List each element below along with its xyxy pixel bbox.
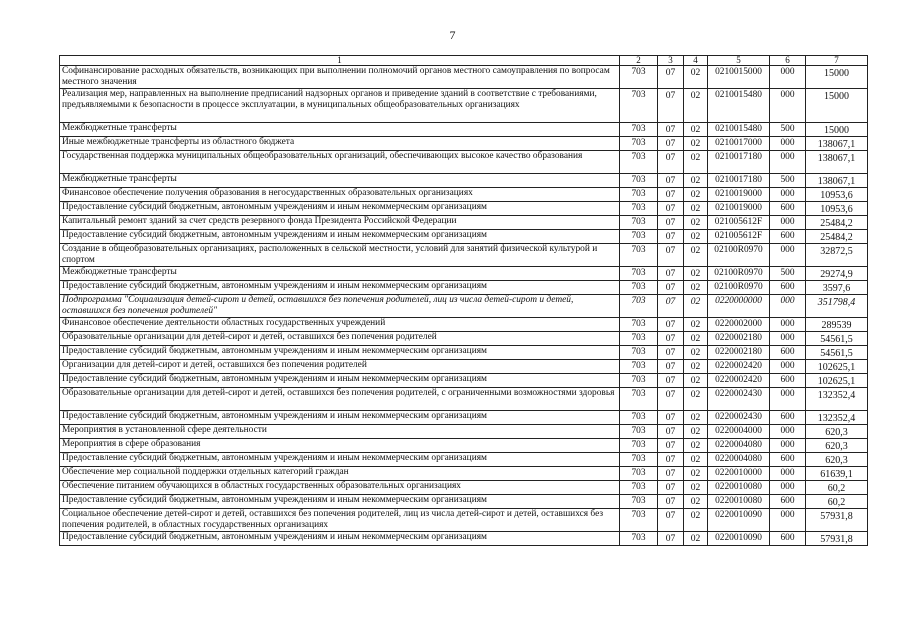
chapter-code-cell: 703 <box>620 425 658 439</box>
chapter-code-cell: 703 <box>620 174 658 188</box>
budget-table <box>59 55 868 546</box>
header-cell: 5 <box>708 56 770 66</box>
table-row <box>60 89 868 123</box>
row-name-cell: Предоставление субсидий бюджетным, автономным учреждениям и иным некоммерческим организациям <box>60 230 620 244</box>
chapter-code-cell: 703 <box>620 151 658 174</box>
chapter-code-cell: 703 <box>620 411 658 425</box>
amount-cell: 102625,1 <box>806 360 868 374</box>
table-row <box>60 202 868 216</box>
table-row <box>60 453 868 467</box>
expense-type-cell: 600 <box>770 411 806 425</box>
header-cell: 1 <box>60 56 620 66</box>
subsection-code-cell: 02 <box>684 244 708 267</box>
amount-cell: 102625,1 <box>806 374 868 388</box>
table-row <box>60 267 868 281</box>
section-code-cell: 07 <box>658 467 684 481</box>
row-name-cell: Реализация мер, направленных на выполнение предписаний надзорных органов и приведение зданий в соответствие с требованиями, предъявляемыми к безопасности в процессе эксплуатации, в муниципальных общеобразовательных организациях <box>60 89 620 123</box>
expense-type-cell: 500 <box>770 123 806 137</box>
target-article-cell: 0210017180 <box>708 151 770 174</box>
chapter-code-cell: 703 <box>620 332 658 346</box>
row-name-cell: Предоставление субсидий бюджетным, автономным учреждениям и иным некоммерческим организациям <box>60 346 620 360</box>
target-article-cell: 0220010090 <box>708 532 770 546</box>
header-cell: 4 <box>684 56 708 66</box>
section-code-cell: 07 <box>658 174 684 188</box>
amount-cell: 620,3 <box>806 425 868 439</box>
chapter-code-cell: 703 <box>620 89 658 123</box>
subsection-code-cell: 02 <box>684 388 708 411</box>
target-article-cell: 0210015480 <box>708 89 770 123</box>
chapter-code-cell: 703 <box>620 244 658 267</box>
amount-cell: 10953,6 <box>806 202 868 216</box>
expense-type-cell: 000 <box>770 439 806 453</box>
header-cell: 2 <box>620 56 658 66</box>
row-name-cell: Предоставление субсидий бюджетным, автономным учреждениям и иным некоммерческим организациям <box>60 532 620 546</box>
amount-cell: 15000 <box>806 123 868 137</box>
subsection-code-cell: 02 <box>684 332 708 346</box>
chapter-code-cell: 703 <box>620 467 658 481</box>
expense-type-cell: 000 <box>770 467 806 481</box>
chapter-code-cell: 703 <box>620 481 658 495</box>
amount-cell: 620,3 <box>806 439 868 453</box>
section-code-cell: 07 <box>658 374 684 388</box>
row-name-cell: Государственная поддержка муниципальных общеобразовательных организаций, обеспечивающих высокое качество образования <box>60 151 620 174</box>
table-row <box>60 346 868 360</box>
amount-cell: 138067,1 <box>806 151 868 174</box>
target-article-cell: 021005612F <box>708 230 770 244</box>
amount-cell: 61639,1 <box>806 467 868 481</box>
target-article-cell: 02100R0970 <box>708 244 770 267</box>
chapter-code-cell: 703 <box>620 495 658 509</box>
table-row <box>60 151 868 174</box>
table-row <box>60 123 868 137</box>
table-row <box>60 188 868 202</box>
row-name-cell: Предоставление субсидий бюджетным, автономным учреждениям и иным некоммерческим организациям <box>60 453 620 467</box>
subsection-code-cell: 02 <box>684 295 708 318</box>
target-article-cell: 0220002180 <box>708 332 770 346</box>
table-row <box>60 230 868 244</box>
row-name-cell: Иные межбюджетные трансферты из областного бюджета <box>60 137 620 151</box>
amount-cell: 57931,8 <box>806 532 868 546</box>
expense-type-cell: 600 <box>770 374 806 388</box>
amount-cell: 3597,6 <box>806 281 868 295</box>
expense-type-cell: 000 <box>770 360 806 374</box>
table-row <box>60 374 868 388</box>
section-code-cell: 07 <box>658 295 684 318</box>
expense-type-cell: 600 <box>770 202 806 216</box>
table-row <box>60 481 868 495</box>
amount-cell: 138067,1 <box>806 137 868 151</box>
chapter-code-cell: 703 <box>620 230 658 244</box>
amount-cell: 15000 <box>806 66 868 89</box>
section-code-cell: 07 <box>658 267 684 281</box>
expense-type-cell: 600 <box>770 453 806 467</box>
chapter-code-cell: 703 <box>620 123 658 137</box>
target-article-cell: 0220002000 <box>708 318 770 332</box>
row-name-cell: Межбюджетные трансферты <box>60 267 620 281</box>
subsection-code-cell: 02 <box>684 151 708 174</box>
target-article-cell: 0220010080 <box>708 481 770 495</box>
row-name-cell: Финансовое обеспечение получения образования в негосударственных образовательных организациях <box>60 188 620 202</box>
expense-type-cell: 000 <box>770 295 806 318</box>
amount-cell: 60,2 <box>806 481 868 495</box>
target-article-cell: 0220000000 <box>708 295 770 318</box>
expense-type-cell: 500 <box>770 267 806 281</box>
target-article-cell: 0210015000 <box>708 66 770 89</box>
row-name-cell: Предоставление субсидий бюджетным, автономным учреждениям и иным некоммерческим организациям <box>60 495 620 509</box>
row-name-cell: Образовательные организации для детей-сирот и детей, оставшихся без попечения родителей, с ограниченными возможностями здоровья <box>60 388 620 411</box>
subsection-code-cell: 02 <box>684 439 708 453</box>
target-article-cell: 0210019000 <box>708 188 770 202</box>
chapter-code-cell: 703 <box>620 202 658 216</box>
target-article-cell: 0220010080 <box>708 495 770 509</box>
table-row <box>60 281 868 295</box>
expense-type-cell: 000 <box>770 318 806 332</box>
subsection-code-cell: 02 <box>684 425 708 439</box>
table-row <box>60 388 868 411</box>
chapter-code-cell: 703 <box>620 346 658 360</box>
amount-cell: 351798,4 <box>806 295 868 318</box>
subsection-code-cell: 02 <box>684 137 708 151</box>
target-article-cell: 0220004080 <box>708 439 770 453</box>
section-code-cell: 07 <box>658 216 684 230</box>
table-row <box>60 411 868 425</box>
expense-type-cell: 000 <box>770 151 806 174</box>
chapter-code-cell: 703 <box>620 439 658 453</box>
header-cell: 3 <box>658 56 684 66</box>
section-code-cell: 07 <box>658 89 684 123</box>
subsection-code-cell: 02 <box>684 346 708 360</box>
chapter-code-cell: 703 <box>620 137 658 151</box>
row-name-cell: Подпрограмма "Социализация детей-сирот и детей, оставшихся без попечения родителей, лиц из числа детей-сирот и детей, оставшихся без попечения родителей" <box>60 295 620 318</box>
table-row <box>60 174 868 188</box>
subsection-code-cell: 02 <box>684 481 708 495</box>
section-code-cell: 07 <box>658 346 684 360</box>
row-name-cell: Капитальный ремонт зданий за счет средств резервного фонда Президента Российской Федерации <box>60 216 620 230</box>
row-name-cell: Предоставление субсидий бюджетным, автономным учреждениям и иным некоммерческим организациям <box>60 281 620 295</box>
expense-type-cell: 600 <box>770 346 806 360</box>
subsection-code-cell: 02 <box>684 374 708 388</box>
table-row <box>60 244 868 267</box>
target-article-cell: 0210017180 <box>708 174 770 188</box>
amount-cell: 132352,4 <box>806 411 868 425</box>
table-row <box>60 439 868 453</box>
chapter-code-cell: 703 <box>620 453 658 467</box>
subsection-code-cell: 02 <box>684 66 708 89</box>
section-code-cell: 07 <box>658 281 684 295</box>
section-code-cell: 07 <box>658 388 684 411</box>
row-name-cell: Предоставление субсидий бюджетным, автономным учреждениям и иным некоммерческим организациям <box>60 374 620 388</box>
subsection-code-cell: 02 <box>684 267 708 281</box>
target-article-cell: 0220004000 <box>708 425 770 439</box>
section-code-cell: 07 <box>658 318 684 332</box>
section-code-cell: 07 <box>658 425 684 439</box>
row-name-cell: Предоставление субсидий бюджетным, автономным учреждениям и иным некоммерческим организациям <box>60 411 620 425</box>
subsection-code-cell: 02 <box>684 216 708 230</box>
expense-type-cell: 000 <box>770 66 806 89</box>
target-article-cell: 0220002430 <box>708 388 770 411</box>
chapter-code-cell: 703 <box>620 509 658 532</box>
section-code-cell: 07 <box>658 360 684 374</box>
target-article-cell: 0210015480 <box>708 123 770 137</box>
header-row <box>60 56 868 66</box>
target-article-cell: 0210017000 <box>708 137 770 151</box>
expense-type-cell: 000 <box>770 137 806 151</box>
amount-cell: 25484,2 <box>806 230 868 244</box>
target-article-cell: 02100R0970 <box>708 267 770 281</box>
chapter-code-cell: 703 <box>620 318 658 332</box>
section-code-cell: 07 <box>658 202 684 216</box>
section-code-cell: 07 <box>658 453 684 467</box>
section-code-cell: 07 <box>658 188 684 202</box>
row-name-cell: Образовательные организации для детей-сирот и детей, оставшихся без попечения родителей <box>60 332 620 346</box>
expense-type-cell: 000 <box>770 332 806 346</box>
amount-cell: 15000 <box>806 89 868 123</box>
expense-type-cell: 600 <box>770 495 806 509</box>
table-row <box>60 66 868 89</box>
chapter-code-cell: 703 <box>620 267 658 281</box>
amount-cell: 620,3 <box>806 453 868 467</box>
row-name-cell: Обеспечение питанием обучающихся в областных государственных образовательных организациях <box>60 481 620 495</box>
subsection-code-cell: 02 <box>684 281 708 295</box>
header-cell: 7 <box>806 56 868 66</box>
target-article-cell: 0220002180 <box>708 346 770 360</box>
subsection-code-cell: 02 <box>684 467 708 481</box>
amount-cell: 138067,1 <box>806 174 868 188</box>
row-name-cell: Межбюджетные трансферты <box>60 174 620 188</box>
amount-cell: 57931,8 <box>806 509 868 532</box>
table-row <box>60 318 868 332</box>
expense-type-cell: 000 <box>770 244 806 267</box>
subsection-code-cell: 02 <box>684 360 708 374</box>
row-name-cell: Создание в общеобразовательных организациях, расположенных в сельской местности, условий для занятий физической культурой и спортом <box>60 244 620 267</box>
target-article-cell: 021005612F <box>708 216 770 230</box>
expense-type-cell: 600 <box>770 532 806 546</box>
subsection-code-cell: 02 <box>684 230 708 244</box>
row-name-cell: Софинансирование расходных обязательств, возникающих при выполнении полномочий органов местного самоуправления по вопросам местного значения <box>60 66 620 89</box>
target-article-cell: 0220002420 <box>708 374 770 388</box>
target-article-cell: 0220010000 <box>708 467 770 481</box>
expense-type-cell: 000 <box>770 481 806 495</box>
row-name-cell: Мероприятия в сфере образования <box>60 439 620 453</box>
amount-cell: 60,2 <box>806 495 868 509</box>
section-code-cell: 07 <box>658 123 684 137</box>
subsection-code-cell: 02 <box>684 532 708 546</box>
subsection-code-cell: 02 <box>684 123 708 137</box>
row-name-cell: Мероприятия в установленной сфере деятельности <box>60 425 620 439</box>
subsection-code-cell: 02 <box>684 411 708 425</box>
section-code-cell: 07 <box>658 495 684 509</box>
amount-cell: 54561,5 <box>806 332 868 346</box>
subsection-code-cell: 02 <box>684 188 708 202</box>
expense-type-cell: 000 <box>770 216 806 230</box>
chapter-code-cell: 703 <box>620 374 658 388</box>
table-row <box>60 467 868 481</box>
section-code-cell: 07 <box>658 151 684 174</box>
section-code-cell: 07 <box>658 137 684 151</box>
target-article-cell: 0220002430 <box>708 411 770 425</box>
expense-type-cell: 600 <box>770 230 806 244</box>
subsection-code-cell: 02 <box>684 453 708 467</box>
row-name-cell: Предоставление субсидий бюджетным, автономным учреждениям и иным некоммерческим организациям <box>60 202 620 216</box>
subsection-code-cell: 02 <box>684 318 708 332</box>
table-row <box>60 216 868 230</box>
amount-cell: 54561,5 <box>806 346 868 360</box>
target-article-cell: 0220010090 <box>708 509 770 532</box>
amount-cell: 29274,9 <box>806 267 868 281</box>
section-code-cell: 07 <box>658 230 684 244</box>
table-row <box>60 332 868 346</box>
section-code-cell: 07 <box>658 244 684 267</box>
table-row <box>60 495 868 509</box>
subsection-code-cell: 02 <box>684 509 708 532</box>
section-code-cell: 07 <box>658 66 684 89</box>
chapter-code-cell: 703 <box>620 188 658 202</box>
chapter-code-cell: 703 <box>620 388 658 411</box>
row-name-cell: Межбюджетные трансферты <box>60 123 620 137</box>
section-code-cell: 07 <box>658 439 684 453</box>
subsection-code-cell: 02 <box>684 495 708 509</box>
expense-type-cell: 600 <box>770 281 806 295</box>
target-article-cell: 0220004080 <box>708 453 770 467</box>
subsection-code-cell: 02 <box>684 202 708 216</box>
target-article-cell: 02100R0970 <box>708 281 770 295</box>
table-row <box>60 532 868 546</box>
section-code-cell: 07 <box>658 481 684 495</box>
target-article-cell: 0210019000 <box>708 202 770 216</box>
amount-cell: 25484,2 <box>806 216 868 230</box>
section-code-cell: 07 <box>658 411 684 425</box>
chapter-code-cell: 703 <box>620 360 658 374</box>
table-row <box>60 137 868 151</box>
row-name-cell: Социальное обеспечение детей-сирот и детей, оставшихся без попечения родителей, лиц из числа детей-сирот и детей, оставшихся без попечения родителей, в областных государственных организациях <box>60 509 620 532</box>
chapter-code-cell: 703 <box>620 532 658 546</box>
subsection-code-cell: 02 <box>684 89 708 123</box>
expense-type-cell: 000 <box>770 509 806 532</box>
chapter-code-cell: 703 <box>620 216 658 230</box>
target-article-cell: 0220002420 <box>708 360 770 374</box>
table-row <box>60 295 868 318</box>
section-code-cell: 07 <box>658 332 684 346</box>
row-name-cell: Обеспечение мер социальной поддержки отдельных категорий граждан <box>60 467 620 481</box>
table-row <box>60 360 868 374</box>
chapter-code-cell: 703 <box>620 295 658 318</box>
row-name-cell: Финансовое обеспечение деятельности областных государственных учреждений <box>60 318 620 332</box>
section-code-cell: 07 <box>658 509 684 532</box>
expense-type-cell: 000 <box>770 425 806 439</box>
table-row <box>60 509 868 532</box>
table-row <box>60 425 868 439</box>
subsection-code-cell: 02 <box>684 174 708 188</box>
page-number: 7 <box>449 28 456 42</box>
expense-type-cell: 000 <box>770 388 806 411</box>
row-name-cell: Организации для детей-сирот и детей, оставшихся без попечения родителей <box>60 360 620 374</box>
expense-type-cell: 000 <box>770 188 806 202</box>
expense-type-cell: 500 <box>770 174 806 188</box>
amount-cell: 32872,5 <box>806 244 868 267</box>
expense-type-cell: 000 <box>770 89 806 123</box>
amount-cell: 132352,4 <box>806 388 868 411</box>
amount-cell: 289539 <box>806 318 868 332</box>
chapter-code-cell: 703 <box>620 281 658 295</box>
amount-cell: 10953,6 <box>806 188 868 202</box>
chapter-code-cell: 703 <box>620 66 658 89</box>
header-cell: 6 <box>770 56 806 66</box>
section-code-cell: 07 <box>658 532 684 546</box>
